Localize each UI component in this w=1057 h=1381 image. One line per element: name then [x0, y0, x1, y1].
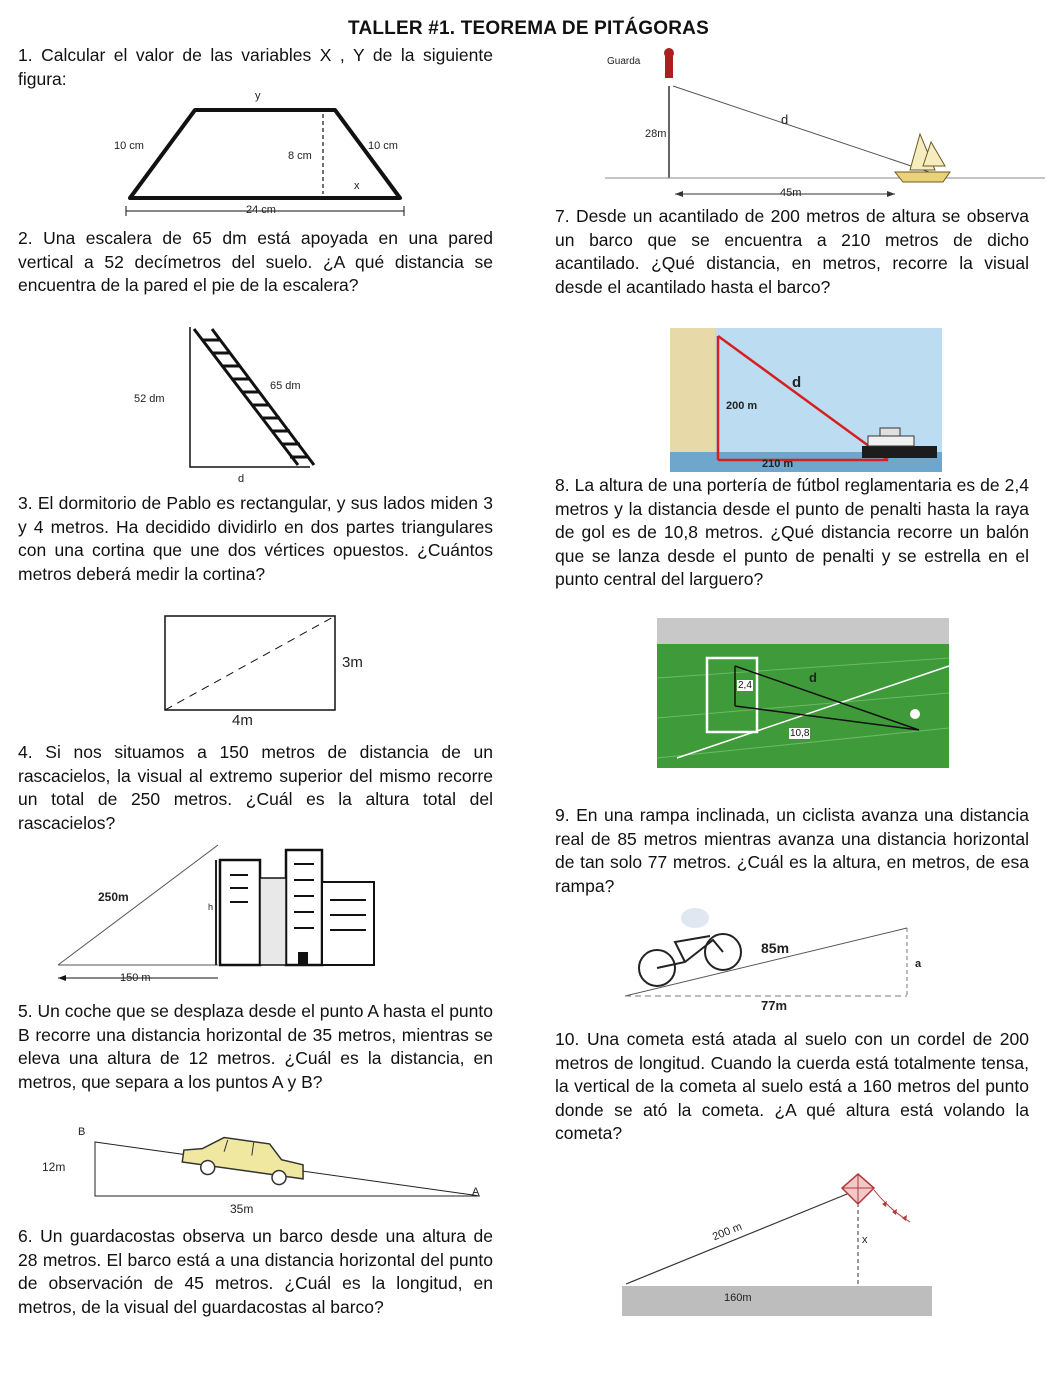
- skyscraper-hyp-label: 250m: [98, 890, 129, 904]
- trapezoid-left-label: 10 cm: [114, 140, 144, 152]
- problem-2-text: 2. Una escalera de 65 dm está apoyada en una pared vertical a 52 decímetros del suelo. ¿A qué distancia se encuentra de la pared el pie de la escalera?: [18, 228, 493, 295]
- trapezoid-right-label: 10 cm: [368, 140, 398, 152]
- figure-car: [40, 1120, 500, 1220]
- figure-skyscraper: [50, 840, 380, 990]
- guard-d-label: d: [781, 112, 789, 127]
- car-point-a: A: [472, 1186, 480, 1198]
- figure-kite: [620, 1170, 935, 1320]
- cliff-base-label: 210 m: [762, 458, 794, 470]
- guard-label: Guarda: [607, 56, 641, 67]
- problem-6-text: 6. Un guardacostas observa un barco desde una altura de 28 metros. El barco está a una distancia horizontal del punto de observación de 45 metros. ¿Cuál es la longitud, en metros, de la visual del guardacostas al barco?: [18, 1226, 493, 1317]
- room-height-label: 3m: [342, 654, 363, 671]
- figure-ladder: [130, 325, 330, 485]
- problem-7-text: 7. Desde un acantilado de 200 metros de altura se observa un barco que se encuentra a 210 metros de dicho acantilado. ¿Qué distancia, en metros, recorre la visual desde el acantilado hasta el barco?: [555, 206, 1029, 297]
- skyscraper-base-label: 150 m: [120, 972, 151, 984]
- ladder-wall-label: 52 dm: [134, 393, 165, 405]
- page-title: TALLER #1. TEOREMA DE PITÁGORAS: [348, 18, 709, 39]
- room-width-label: 4m: [232, 712, 253, 729]
- cyclist-hyp-label: 85m: [761, 940, 790, 956]
- ladder-ground-label: d: [238, 473, 245, 485]
- kite-base-label: 160m: [724, 1292, 752, 1304]
- cliff-d-label: d: [792, 374, 802, 391]
- goal-height-label: 2,4: [738, 680, 752, 691]
- cliff-height-label: 200 m: [726, 400, 758, 412]
- problem-3-text: 3. El dormitorio de Pablo es rectangular, y sus lados miden 3 y 4 metros. Ha decidido dividirlo en dos partes triangulares con una cortina que une dos vértices opuestos. ¿Cuántos metros deberá medir la cortina?: [18, 493, 493, 584]
- trapezoid-height-label: 8 cm: [288, 150, 312, 162]
- guard-base-label: 45m: [780, 187, 802, 199]
- guard-height-label: 28m: [645, 128, 667, 140]
- figure-cliff: [670, 328, 942, 472]
- problem-9-text: 9. En una rampa inclinada, un ciclista avanza una distancia real de 85 metros mientras avanza una distancia horizontal de tan solo 77 metros. ¿Cuál es la altura, en metros, de esa rampa?: [555, 805, 1029, 896]
- cyclist-a-label: a: [915, 958, 922, 970]
- goal-base-label: 10,8: [790, 728, 810, 739]
- kite-hyp-label: 200 m: [710, 1220, 744, 1244]
- figure-cyclist: [615, 898, 935, 1018]
- figure-goal: [657, 618, 949, 768]
- trapezoid-base-label: 24 cm: [246, 204, 276, 216]
- goal-d-label: d: [809, 670, 817, 685]
- trapezoid-x-label: x: [354, 180, 360, 192]
- problem-1-text: 1. Calcular el valor de las variables X , Y de la siguiente figura:: [18, 45, 493, 89]
- problem-5-text: 5. Un coche que se desplaza desde el punto A hasta el punto B recorre una distancia horizontal de 35 metros, mientras se eleva una altura de 12 metros. ¿Cuál es la distancia, en metros, que separa a los puntos A y B?: [18, 1001, 493, 1092]
- figure-room: [160, 612, 390, 732]
- kite-x-label: x: [862, 1234, 868, 1246]
- trapezoid-top-label: y: [255, 90, 261, 102]
- problem-10-text: 10. Una cometa está atada al suelo con un cordel de 200 metros de longitud. Cuando la cuerda está totalmente tensa, la vertical de la cometa al suelo está a 160 metros del punto donde se ató la cometa. ¿A qué altura está volando la cometa?: [555, 1029, 1029, 1143]
- figure-trapezoid: [100, 88, 430, 218]
- car-base-label: 35m: [230, 1202, 254, 1216]
- problem-8-text: 8. La altura de una portería de fútbol reglamentaria es de 2,4 metros y la distancia desde el punto de penalti hasta la raya de gol es de 10,8 metros. ¿Qué distancia recorre un balón que se lanza desde el punto de penalti y se estrella en el punto central del larguero?: [555, 475, 1029, 589]
- skyscraper-h-label: h: [208, 902, 214, 912]
- car-height-label: 12m: [42, 1160, 66, 1174]
- cyclist-base-label: 77m: [761, 998, 788, 1013]
- car-point-b: B: [78, 1126, 86, 1138]
- ladder-length-label: 65 dm: [270, 380, 301, 392]
- problem-4-text: 4. Si nos situamos a 150 metros de distancia de un rascacielos, la visual al extremo superior del mismo recorre un total de 250 metros. ¿Cuál es la altura total del rascacielos?: [18, 742, 493, 833]
- figure-guard: [605, 46, 1045, 206]
